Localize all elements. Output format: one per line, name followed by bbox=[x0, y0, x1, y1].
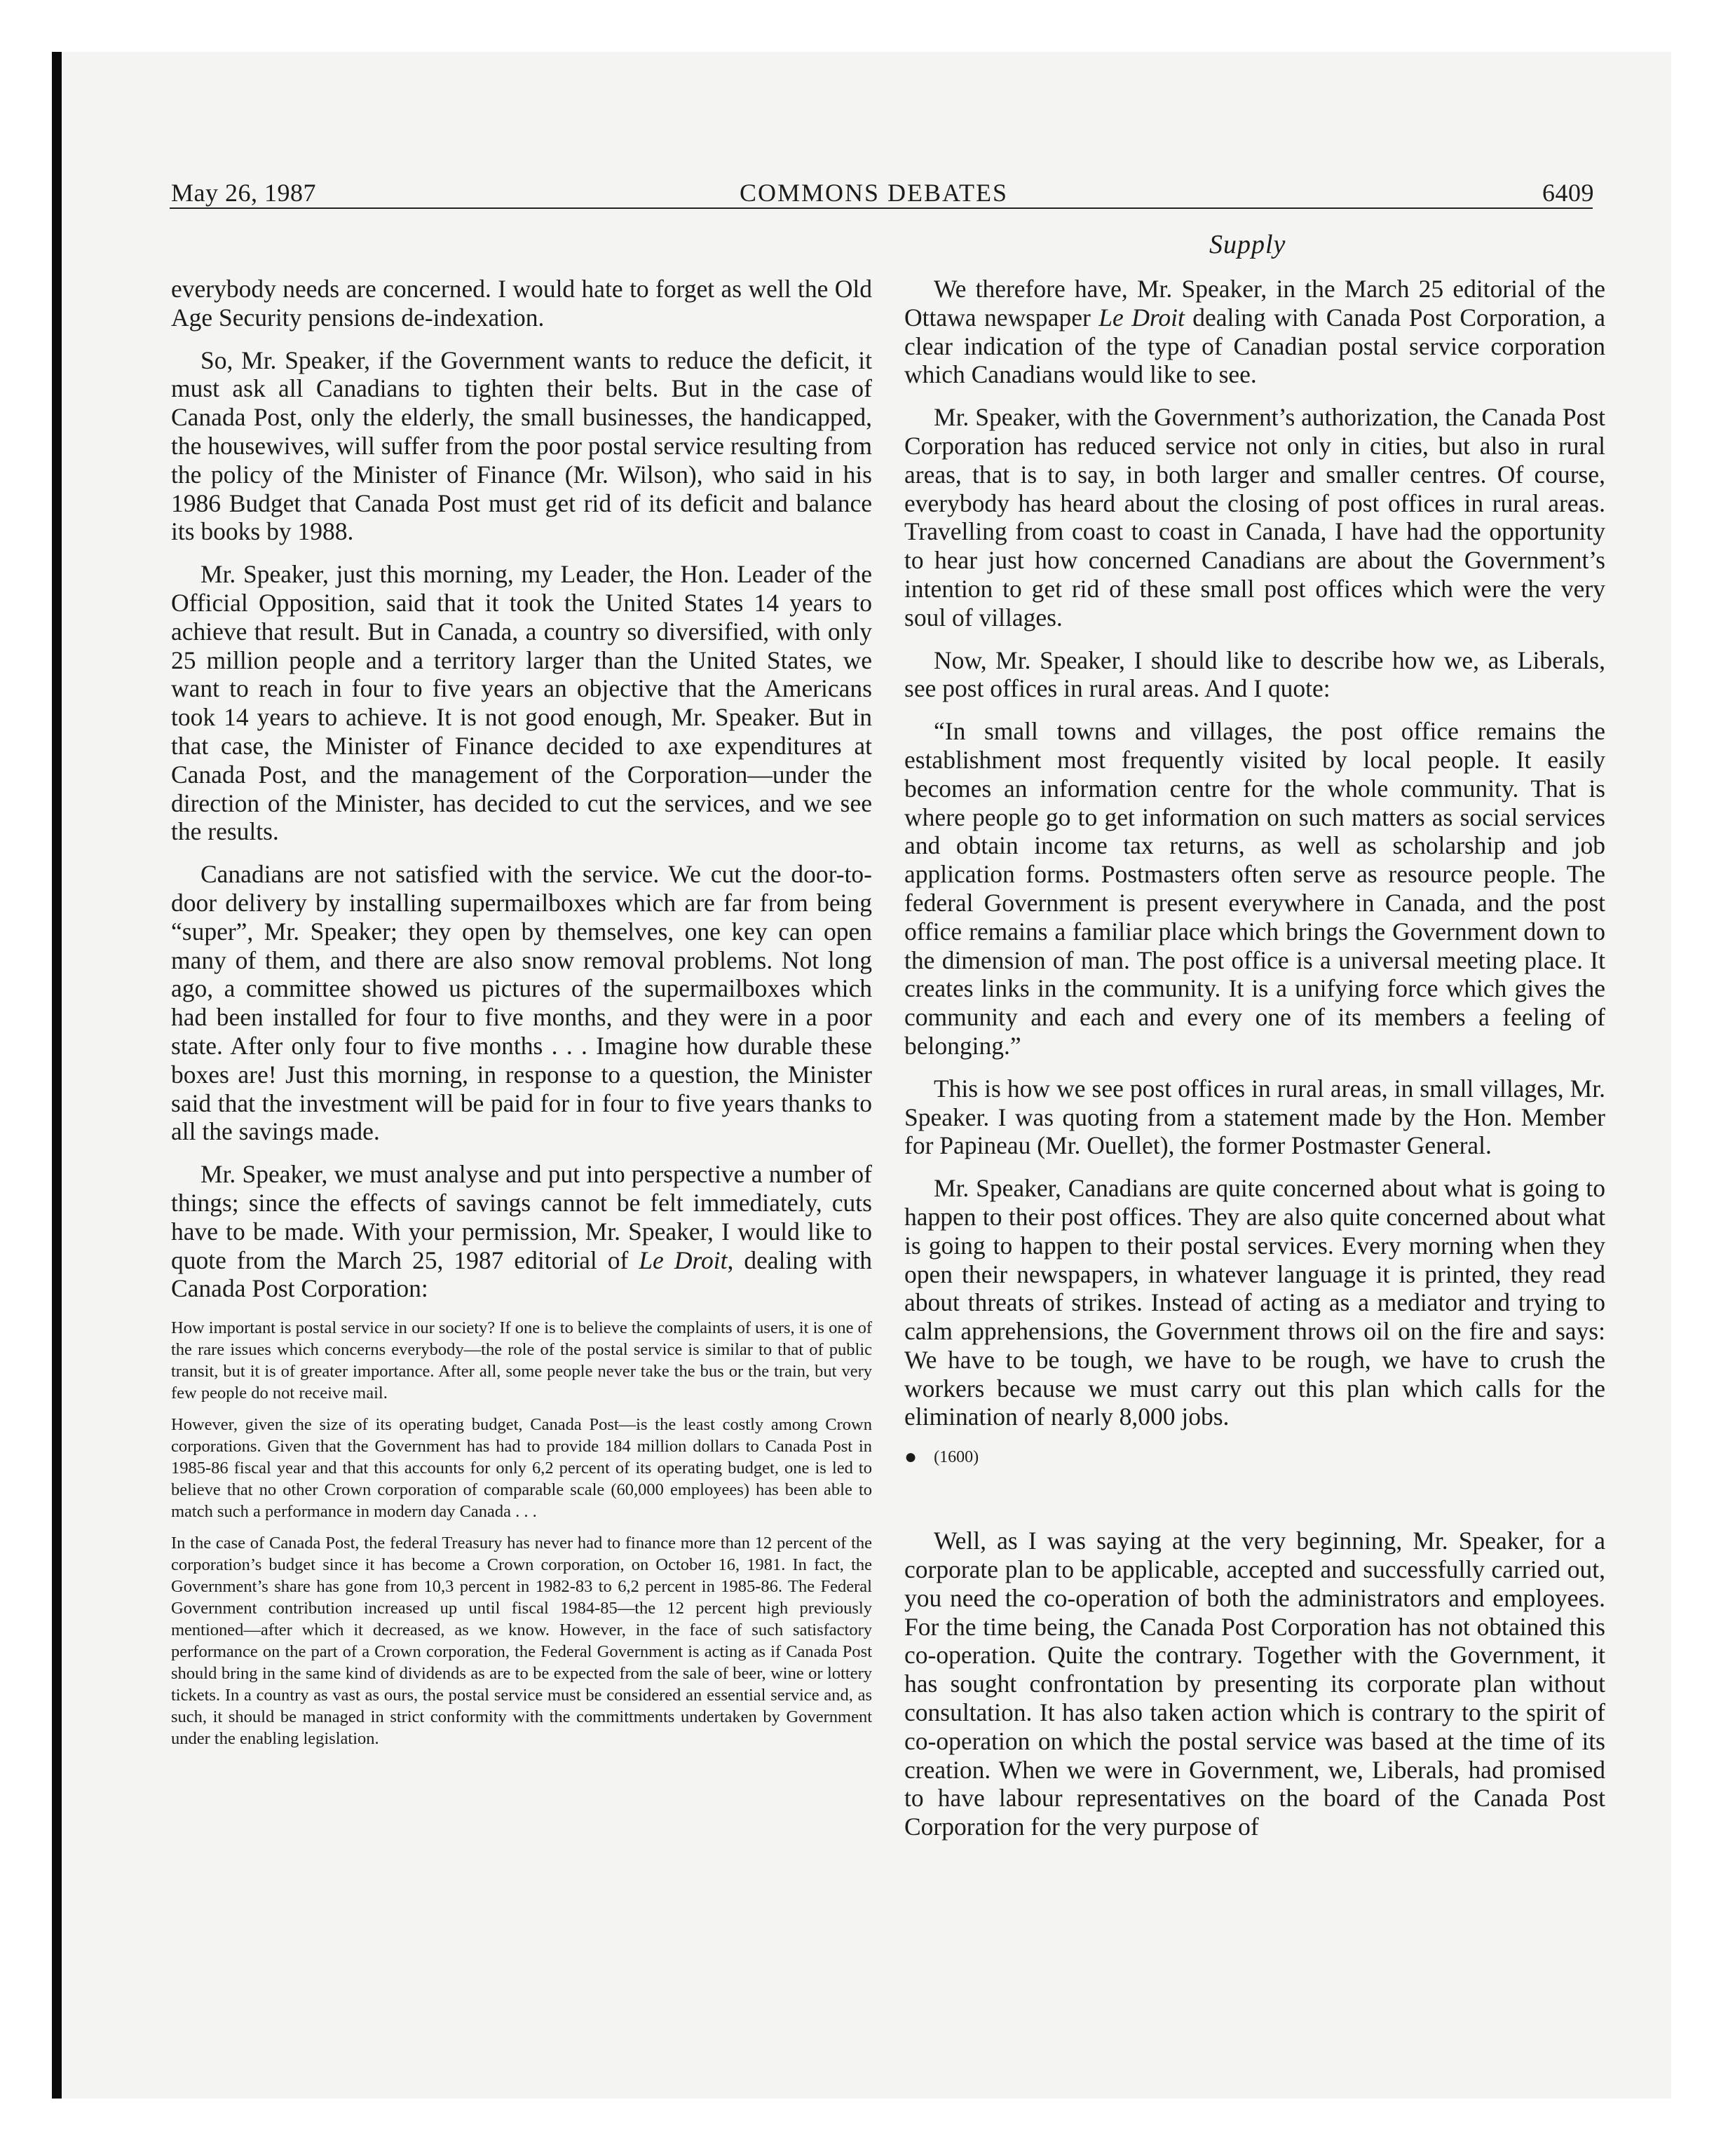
scan-edge-bar bbox=[52, 52, 62, 2099]
paragraph-text: Mr. Speaker, we must analyse and put into perspective a number of things; since the effects of savings cannot be felt immediately, cuts have to be made. With your permission, Mr. Speaker, I would like to quote from the March 25, 1987 editorial of bbox=[171, 1160, 872, 1274]
paragraph-text: dealing with Canada Post Corporation, a clear indication of the type of Canadian postal service corporation which Canadians would like to see. bbox=[904, 303, 1605, 389]
paragraph bbox=[171, 1160, 872, 1303]
paragraph: Canadians are not satisfied with the service. We cut the door-to-door delivery by installing supermailboxes which are far from being “super”, Mr. Speaker; they open by themselves, one key can open many of them, and there are also snow removal problems. Not long ago, a committee showed us pictures of the supermailboxes which had been installed for four to five months, and they were in a poor state. After only four to five months . . . Imagine how durable these boxes are! Just this morning, in response to a question, the Minister said that the investment will be paid for in four to five years thanks to all the savings made. bbox=[171, 860, 872, 1146]
paragraph: Now, Mr. Speaker, I should like to describe how we, as Liberals, see post offices in rural areas. And I quote: bbox=[904, 646, 1605, 703]
paragraph-text: , dealing with Canada Post Corporation: bbox=[171, 1246, 872, 1303]
block-quote: However, given the size of its operating budget, Canada Post—is the least costly among Crown corporations. Given that the Government has had to provide 184 million dollars to Canada Post in 1985-86 fiscal year and that this accounts for only 6,2 percent of its operating budget, one is led to believe that no other Crown corporation of comparable scale (60,000 employees) has been able to match such a performance in modern day Canada . . . bbox=[171, 1415, 872, 1522]
paragraph: So, Mr. Speaker, if the Government wants to reduce the deficit, it must ask all Canadians to tighten their belts. But in the case of Canada Post, only the elderly, the small businesses, the handicapped, the housewives, will suffer from the poor postal service resulting from the policy of the Minister of Finance (Mr. Wilson), who said in his 1986 Budget that Canada Post must get rid of its deficit and balance its books by 1988. bbox=[171, 346, 873, 546]
time-marker bbox=[904, 1445, 1605, 1469]
time-marker-label: (1600) bbox=[934, 1447, 979, 1466]
paragraph bbox=[904, 275, 1605, 389]
paragraph: everybody needs are concerned. I would hate to forget as well the Old Age Security pensions de-indexation. bbox=[171, 275, 872, 332]
section-title: Supply bbox=[1209, 230, 1286, 259]
newspaper-name: Le Droit bbox=[639, 1246, 728, 1274]
newspaper-name: Le Droit bbox=[1098, 303, 1185, 332]
header-date: May 26, 1987 bbox=[171, 179, 316, 207]
paragraph: “In small towns and villages, the post office remains the establishment most frequently visited by local people. It easily becomes an information centre for the whole community. That is where people go to get information on such matters as social services and obtain income tax returns, as well as scholarship and job application forms. Postmasters often serve as resource people. The federal Government is present everywhere in Canada, and the post office remains a familiar place which brings the Government down to the dimension of man. The post office is a universal meeting place. It creates links in the community. It is a unifying force which gives the community and each and every one of its members a feeling of belonging.” bbox=[904, 717, 1605, 1060]
header-page-number: 6409 bbox=[1542, 179, 1594, 207]
bullet-icon: ● bbox=[904, 1445, 918, 1469]
header-rule bbox=[170, 207, 1593, 209]
header-title: COMMONS DEBATES bbox=[740, 179, 1009, 207]
right-column bbox=[904, 275, 1605, 1855]
paragraph-text: We therefore have, Mr. Speaker, in the March 25 editorial of the Ottawa newspaper bbox=[904, 275, 1605, 332]
left-column bbox=[171, 275, 872, 1759]
paragraph: This is how we see post offices in rural areas, in small villages, Mr. Speaker. I was quoting from a statement made by the Hon. Member for Papineau (Mr. Ouellet), the former Postmaster General. bbox=[904, 1074, 1605, 1160]
block-quote: How important is postal service in our society? If one is to believe the complaints of users, it is one of the rare issues which concerns everybody—the role of the postal service is similar to that of public transit, but it is of greater importance. After all, some people never take the bus or the train, but very few people do not receive mail. bbox=[171, 1318, 872, 1403]
paragraph: Well, as I was saying at the very beginning, Mr. Speaker, for a corporate plan to be applicable, accepted and successfully carried out, you need the co-operation of both the administrators and employees. For the time being, the Canada Post Corporation has not obtained this co-operation. Quite the contrary. Together with the Government, it has sought confrontation by presenting its corporate plan without consultation. It has also taken action which is contrary to the spirit of co-operation on which the postal service was based at the time of its creation. When we were in Government, we, Liberals, had promised to have labour representatives on the board of the Canada Post Corporation for the very purpose of bbox=[904, 1527, 1605, 1841]
paragraph: Mr. Speaker, Canadians are quite concerned about what is going to happen to their post offices. They are also quite concerned about what is going to happen to their postal services. Every morning when they open their newspapers, in whatever language it is printed, they read about threats of strikes. Instead of acting as a mediator and trying to calm apprehensions, the Government throws oil on the fire and says: We have to be tough, we have to be rough, we have to crush the workers because we must carry out this plan which calls for the elimination of nearly 8,000 jobs. bbox=[904, 1174, 1605, 1431]
paragraph: Mr. Speaker, with the Government’s authorization, the Canada Post Corporation has reduced service not only in cities, but also in rural areas, that is to say, in both larger and smaller centres. Of course, everybody has heard about the closing of post offices in rural areas. Travelling from coast to coast in Canada, I have had the opportunity to hear just how concerned Canadians are about the Government’s intention to get rid of these small post offices which were the very soul of villages. bbox=[904, 403, 1605, 632]
paragraph: Mr. Speaker, just this morning, my Leader, the Hon. Leader of the Official Opposition, said that it took the United States 14 years to achieve that result. But in Canada, a country so diversified, with only 25 million people and a territory larger than the United States, we want to reach in four to five years an objective that the Americans took 14 years to achieve. It is not good enough, Mr. Speaker. But in that case, the Minister of Finance decided to axe expenditures at Canada Post, and the management of the Corporation—under the direction of the Minister, has decided to cut the services, and we see the results. bbox=[171, 560, 872, 846]
block-quote: In the case of Canada Post, the federal Treasury has never had to finance more than 12 percent of the corporation’s budget since it has become a Crown corporation, on October 16, 1981. In fact, the Government’s share has gone from 10,3 percent in 1982-83 to 6,2 percent in 1985-86. The Federal Government contribution increased up until fiscal 1984-85—the 12 percent high previously mentioned—after which it decreased, as we know. However, in the face of such satisfactory performance on the part of a Crown corporation, the Federal Government is acting as if Canada Post should bring in the same kind of dividends as are to be expected from the sale of beer, wine or lottery tickets. In a country as vast as ours, the postal service must be considered an essential service and, as such, it should be managed in strict conformity with the committments undertaken by Government under the enabling legislation. bbox=[171, 1534, 872, 1749]
